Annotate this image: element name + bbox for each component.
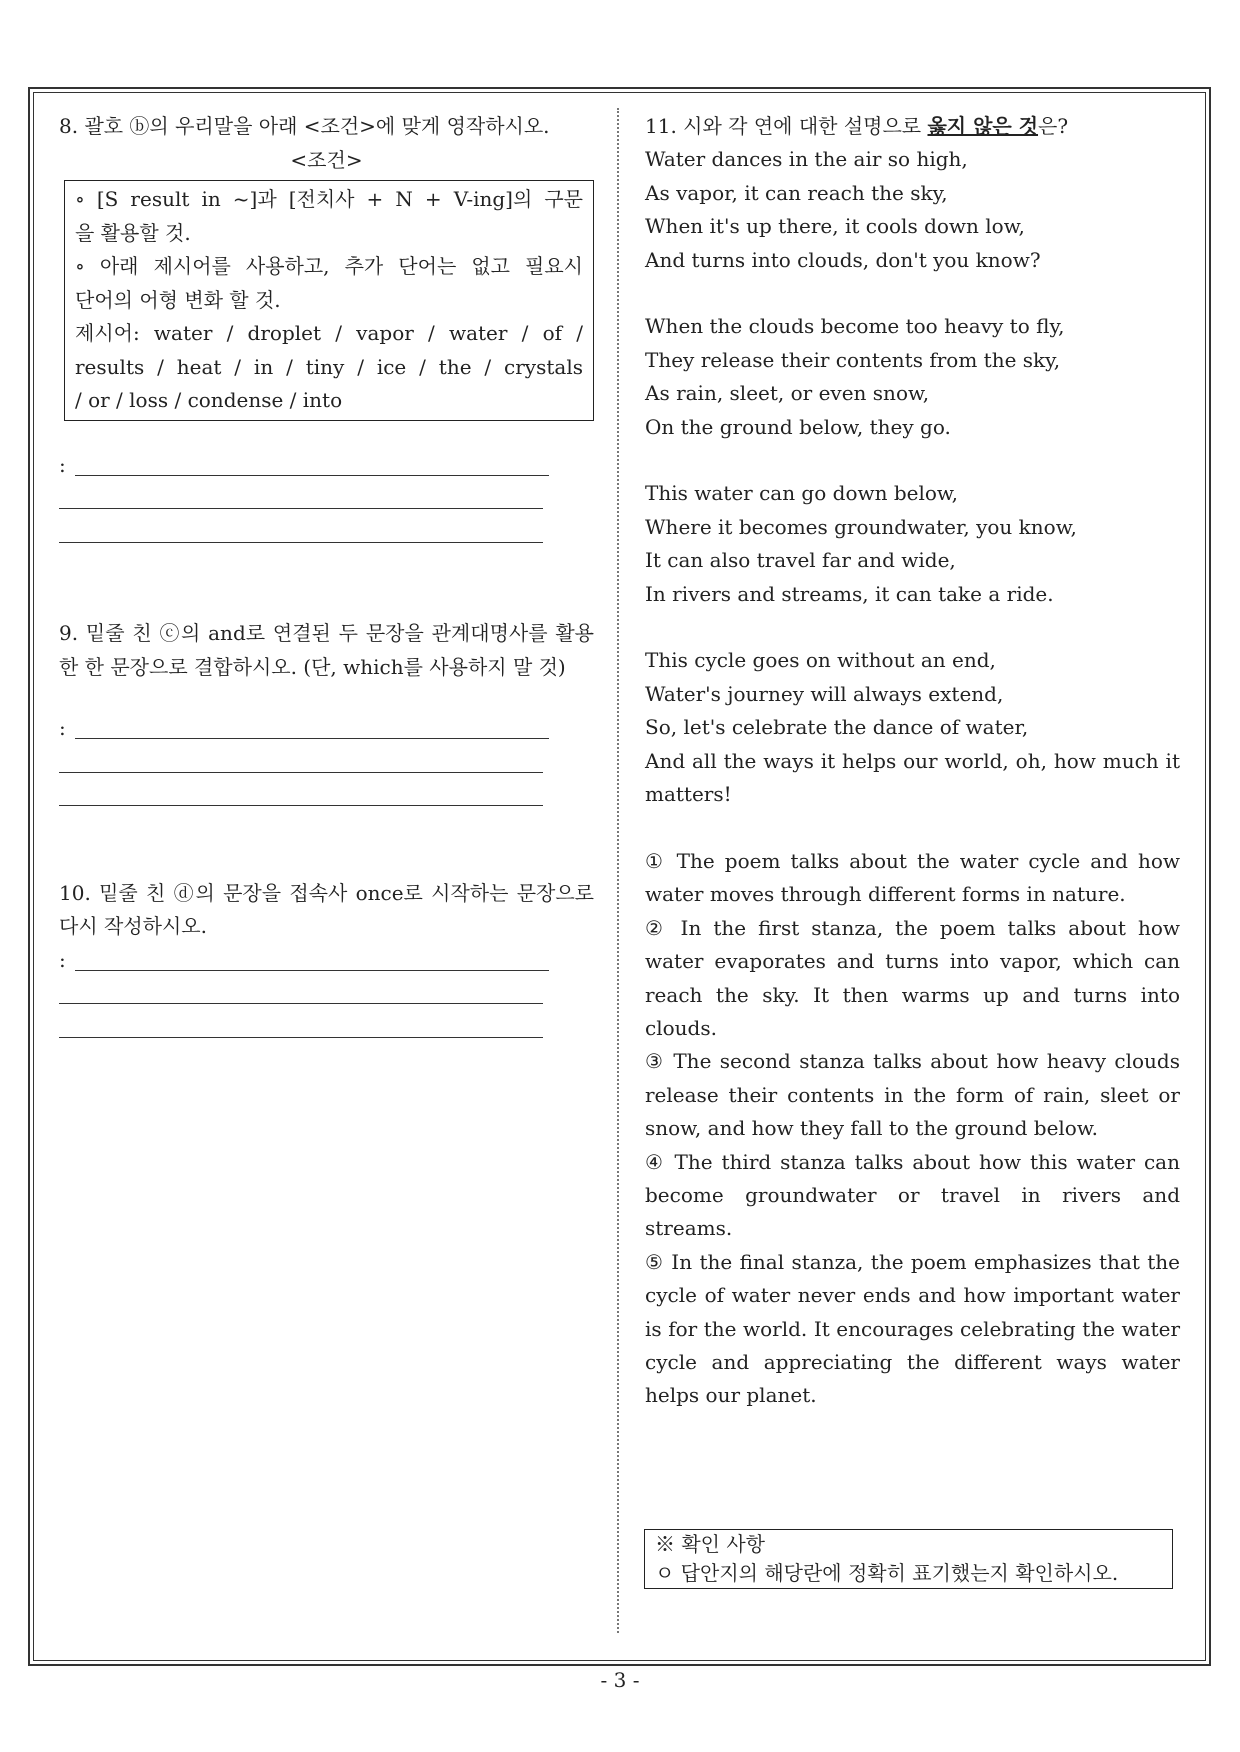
column-divider bbox=[617, 108, 619, 1633]
option-1[interactable]: ① The poem talks about the water cycle and how water moves through different forms in nature. bbox=[645, 848, 1180, 907]
check-notice-item: ㅇ 답안지의 해당란에 정확히 표기했는지 확인하시오. bbox=[655, 1561, 1119, 1585]
poem-stanza-3 bbox=[645, 477, 1180, 611]
poem-line: On the ground below, they go. bbox=[645, 414, 951, 439]
question-10-prompt: 10. 밑줄 친 ⓓ의 문장을 접속사 once로 시작하는 문장으로 다시 작성하시오. bbox=[59, 880, 594, 938]
question-11-prompt-pre: 11. 시와 각 연에 대한 설명으로 bbox=[645, 114, 928, 138]
condition-line: 제시어: water / droplet / vapor / water / of / bbox=[75, 321, 583, 345]
poem-line: They release their contents from the sky, bbox=[645, 347, 1061, 372]
answer-colon: : bbox=[59, 716, 66, 740]
answer-line-1[interactable] bbox=[59, 712, 594, 746]
poem-line: In rivers and streams, it can take a ride. bbox=[645, 581, 1054, 606]
poem-line: Water dances in the air so high, bbox=[645, 147, 968, 172]
poem-stanza-1 bbox=[645, 143, 1180, 277]
answer-colon: : bbox=[59, 947, 66, 972]
poem-stanza-4 bbox=[645, 644, 1180, 811]
condition-line: 을 활용할 것. bbox=[75, 220, 191, 245]
condition-line: / or / loss / condense / into bbox=[75, 388, 343, 412]
poem-line: Water's journey will always extend, bbox=[645, 681, 1004, 706]
page-number: - 3 - bbox=[600, 1668, 640, 1692]
condition-line: results / heat / in / tiny / ice / the / crystals bbox=[75, 354, 583, 379]
condition-title: <조건> bbox=[290, 147, 363, 172]
check-notice-box bbox=[644, 1529, 1173, 1589]
answer-line-1[interactable] bbox=[59, 449, 594, 483]
option-2[interactable]: ② In the first stanza, the poem talks about how water evaporates and turns into vapor, which can reach the sky. It then warms up and turns into clouds. bbox=[645, 915, 1180, 1040]
condition-line: 단어의 어형 변화 할 것. bbox=[75, 287, 281, 312]
poem-line: This cycle goes on without an end, bbox=[645, 648, 996, 673]
answer-line-3[interactable] bbox=[59, 1011, 594, 1045]
poem-line: So, let's celebrate the dance of water, bbox=[645, 715, 1029, 740]
check-notice-title: ※ 확인 사항 bbox=[655, 1532, 765, 1556]
question-11-emphasis: 옳지 않은 것 bbox=[927, 114, 1039, 138]
answer-options bbox=[645, 845, 1180, 1413]
poem-line: And turns into clouds, don't you know? bbox=[645, 247, 1041, 272]
poem-line: When it's up there, it cools down low, bbox=[645, 214, 1025, 239]
condition-line: ∘ [S result in ~]과 [전치사 + N + V-ing]의 구문 bbox=[75, 187, 583, 211]
answer-line-2[interactable] bbox=[59, 977, 594, 1011]
left-column bbox=[59, 110, 594, 1044]
answer-line-3[interactable] bbox=[59, 516, 594, 550]
answer-line-2[interactable] bbox=[59, 746, 594, 780]
option-3[interactable]: ③ The second stanza talks about how heavy clouds release their contents in the form of rain, sleet or snow, and how they fall to the ground below. bbox=[645, 1049, 1180, 1141]
poem-line: It can also travel far and wide, bbox=[645, 548, 956, 573]
answer-line-2[interactable] bbox=[59, 482, 594, 516]
answer-line-1[interactable] bbox=[59, 944, 594, 978]
poem-stanza-2 bbox=[645, 310, 1180, 444]
question-11-prompt bbox=[645, 110, 1180, 143]
question-9-prompt: 9. 밑줄 친 ⓒ의 and로 연결된 두 문장을 관계대명사를 활용한 한 문장으로 결합하시오. (단, which를 사용하지 말 것) bbox=[59, 621, 594, 679]
answer-line-3[interactable] bbox=[59, 779, 594, 813]
poem-line: As vapor, it can reach the sky, bbox=[645, 180, 948, 205]
right-column bbox=[645, 110, 1180, 1413]
question-11-prompt-post: 은? bbox=[1038, 114, 1069, 138]
question-8-prompt: 8. 괄호 ⓑ의 우리말을 아래 <조건>에 맞게 영작하시오. bbox=[59, 114, 550, 138]
condition-box bbox=[64, 180, 594, 421]
option-5[interactable]: ⑤ In the final stanza, the poem emphasizes that the cycle of water never ends and how important water is for the world. It encourages celebrating the water cycle and appreciating the different ways water helps our planet. bbox=[645, 1249, 1180, 1408]
poem-line: And all the ways it helps our world, oh, how much it matters! bbox=[645, 748, 1180, 807]
poem-line: When the clouds become too heavy to fly, bbox=[645, 314, 1065, 339]
poem-line: This water can go down below, bbox=[645, 481, 959, 506]
poem-line: Where it becomes groundwater, you know, bbox=[645, 514, 1077, 539]
poem bbox=[645, 143, 1180, 811]
poem-line: As rain, sleet, or even snow, bbox=[645, 381, 930, 406]
condition-line: ∘ 아래 제시어를 사용하고, 추가 단어는 없고 필요시 bbox=[75, 254, 583, 278]
answer-colon: : bbox=[59, 452, 66, 477]
option-4[interactable]: ④ The third stanza talks about how this water can become groundwater or travel in rivers and streams. bbox=[645, 1149, 1180, 1241]
